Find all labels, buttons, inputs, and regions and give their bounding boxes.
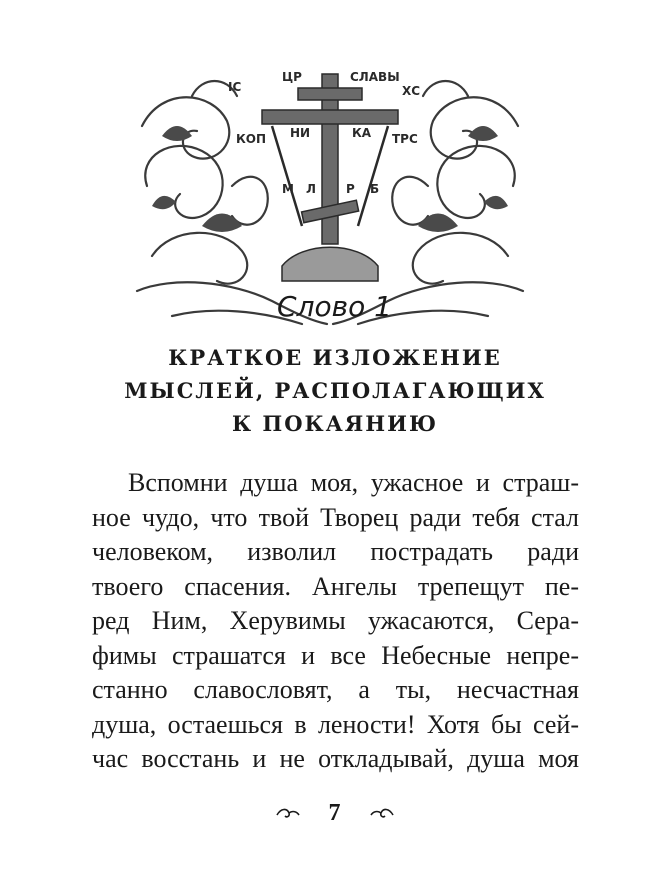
body-line: ред Ним, Херувимы ужасаются, Сера- <box>92 606 579 635</box>
cross-inscription-foot-1: М <box>282 182 294 196</box>
body-paragraph <box>92 466 579 777</box>
cross-inscription-lower-right: ТРС <box>392 132 418 146</box>
left-flourish-icon <box>275 806 301 820</box>
chapter-title-line: К ПОКАЯНИЮ <box>232 411 438 436</box>
cross-inscription-foot-2: Л <box>306 182 316 196</box>
cross-inscription-lower-left: КОП <box>236 132 267 146</box>
cross-inscription-top-center: ЦР <box>282 70 302 84</box>
page-number: 7 <box>328 799 341 826</box>
cross-inscription-top-right: СЛАВЫ <box>350 70 400 84</box>
cross-inscription-middle-left: НИ <box>290 126 311 140</box>
cross-inscription-foot-3: Р <box>346 182 355 196</box>
chapter-title <box>110 341 560 440</box>
body-line: твоего спасения. Ангелы трепещут пе- <box>92 571 579 601</box>
cross-inscription-foot-4: Б <box>370 182 380 196</box>
body-line: фимы страшатся и все Небесные непре- <box>92 640 579 670</box>
body-line: душа, остаешься в лености! Хотя бы сей- <box>92 709 579 739</box>
ornamental-headpiece <box>132 66 528 328</box>
cross-inscription-upper-right: ХС <box>402 84 421 98</box>
body-line: Вспомни душа моя, ужасное и страш- <box>128 468 579 497</box>
body-line: станно славословят, а ты, несчастная <box>92 675 579 704</box>
body-line: человеком, изволил пострадать ради <box>92 537 579 566</box>
chapter-title-line: КРАТКОЕ ИЗЛОЖЕНИЕ <box>168 345 502 370</box>
body-line: час восстань и не откладывай, душа моя <box>92 744 579 773</box>
page-footer <box>0 799 669 827</box>
calvary-cross-ornament <box>132 66 528 328</box>
cross-inscription-middle-right: КА <box>352 126 372 140</box>
body-line: ное чудо, что твой Творец ради тебя стал <box>92 502 579 532</box>
chapter-title-line: МЫСЛЕЙ, РАСПОЛАГАЮЩИХ <box>124 378 546 403</box>
cross-inscription-top-left: IC <box>228 80 242 94</box>
right-flourish-icon <box>369 806 395 820</box>
chapter-number: Слово 1 <box>277 290 392 323</box>
